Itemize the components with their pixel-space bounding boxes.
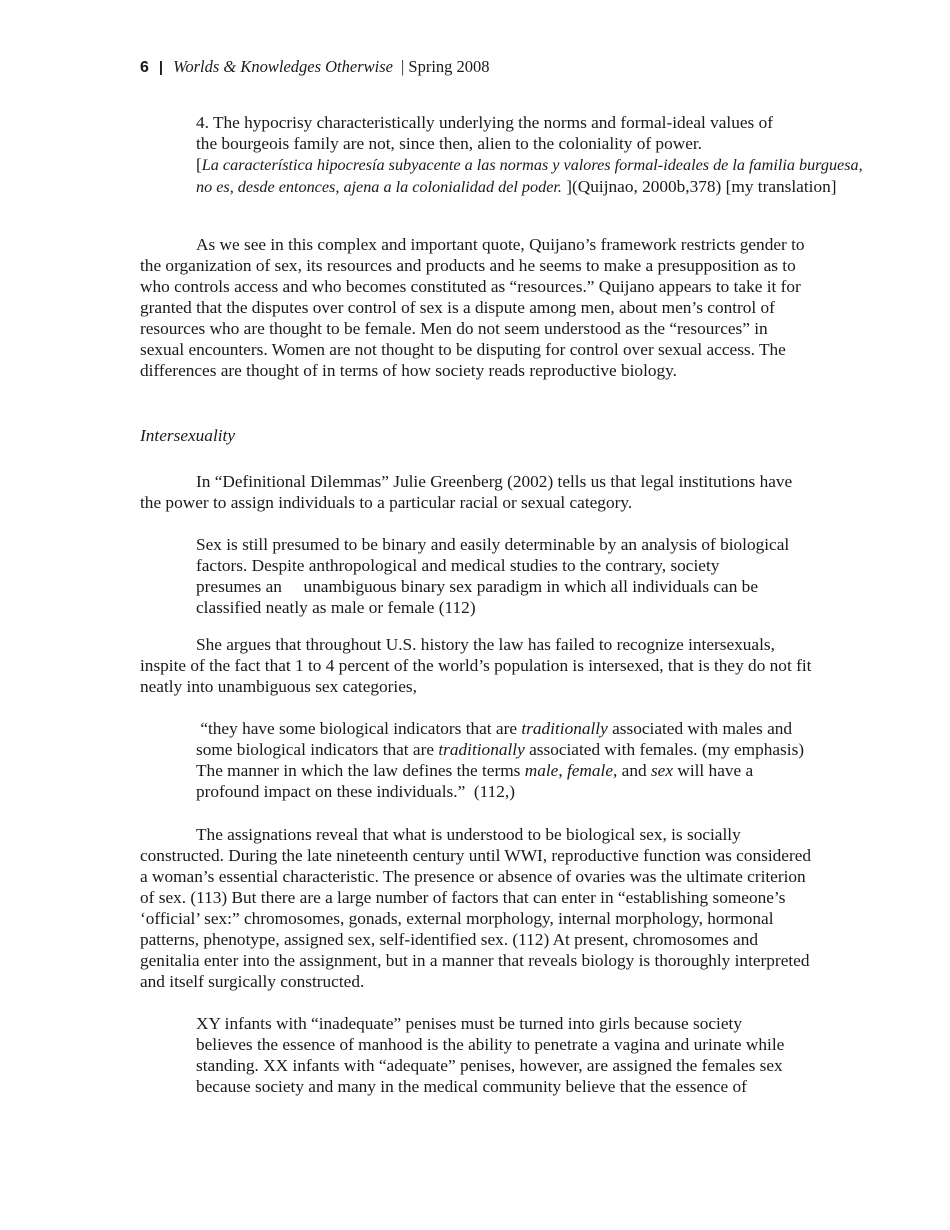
quote-line: [La característica hipocresía subyacente a las normas y valores formal-ideales de la familia burguesa, (196, 155, 863, 174)
quote-line: believes the essence of manhood is the ability to penetrate a vagina and urinate while (196, 1035, 785, 1054)
block-quote-binary-sex (196, 534, 812, 618)
quote-line: factors. Despite anthropological and medical studies to the contrary, society (196, 556, 720, 575)
header-separator: | (158, 59, 164, 76)
quote-line: no es, desde entonces, ajena a la colonialidad del poder. ](Quijnao, 2000b,378) [my translation] (196, 177, 837, 196)
quote-line: classified neatly as male or female (112) (196, 598, 476, 617)
issue-date: | Spring 2008 (400, 57, 490, 76)
block-quote-biological-indicators (196, 718, 812, 802)
quote-line: Sex is still presumed to be binary and easily determinable by an analysis of biological (196, 535, 790, 554)
block-quote-quijano (196, 112, 863, 198)
quote-line: because society and many in the medical community believe that the essence of (196, 1077, 747, 1096)
quote-line: presumes an unambiguous binary sex paradigm in which all individuals can be (196, 577, 758, 596)
block-quote-infants (196, 1013, 812, 1097)
paragraph-assignations: The assignations reveal that what is understood to be biological sex, is socially constructed. During the late nineteenth century until WWI, reproductive function was considered a woman’s essential characteristic. The presence or absence of ovaries was the ultimate criterion of sex. (113) But there are a large number of factors that can enter in “establishing someone’s ‘official’ sex:” chromosomes, gonads, external morphology, internal morphology, hormonal patterns, phenotype, assigned sex, self-identified sex. (112) At present, chromosomes and genitalia enter into the assignment, but in a manner that reveals biology is thoroughly interpreted and itself surgically constructed. (140, 825, 812, 991)
quote-line: some biological indicators that are traditionally associated with females. (my emphasis) (196, 740, 805, 759)
running-header (140, 57, 496, 77)
paragraph-quijano-framework: As we see in this complex and important quote, Quijano’s framework restricts gender to the organization of sex, its resources and products and he seems to make a presupposition as to who controls access and who becomes constituted as “resources.” Quijano appears to take it for granted that the disputes over control of sex is a dispute among men, about men’s control of resources who are thought to be female. Men do not seem understood as the “resources” in sexual encounters. Women are not thought to be disputing for control over sexual access. The differences are thought of in terms of how society reads reproductive biology. (140, 235, 805, 380)
page-number: 6 (140, 59, 149, 76)
quote-line: The manner in which the law defines the terms male, female, and sex will have a (196, 761, 754, 780)
quote-line: 4. The hypocrisy characteristically underlying the norms and formal-ideal values of (196, 113, 773, 132)
paragraph-us-history: She argues that throughout U.S. history the law has failed to recognize intersexuals, inspite of the fact that 1 to 4 percent of the world’s population is intersexed, that is they do not fit neatly into unambiguous sex categories, (140, 635, 812, 696)
quote-line: “they have some biological indicators that are traditionally associated with males and (196, 719, 793, 738)
quote-line: the bourgeois family are not, since then, alien to the coloniality of power. (196, 134, 702, 153)
quote-line: profound impact on these individuals.” (112,) (196, 782, 515, 801)
quote-line: XY infants with “inadequate” penises must be turned into girls because society (196, 1014, 742, 1033)
journal-title: Worlds & Knowledges Otherwise (173, 57, 393, 76)
section-heading-intersexuality: Intersexuality (140, 426, 236, 445)
quote-line: standing. XX infants with “adequate” penises, however, are assigned the females sex (196, 1056, 783, 1075)
paragraph-greenberg: In “Definitional Dilemmas” Julie Greenberg (2002) tells us that legal institutions have the power to assign individuals to a particular racial or sexual category. (140, 472, 793, 512)
